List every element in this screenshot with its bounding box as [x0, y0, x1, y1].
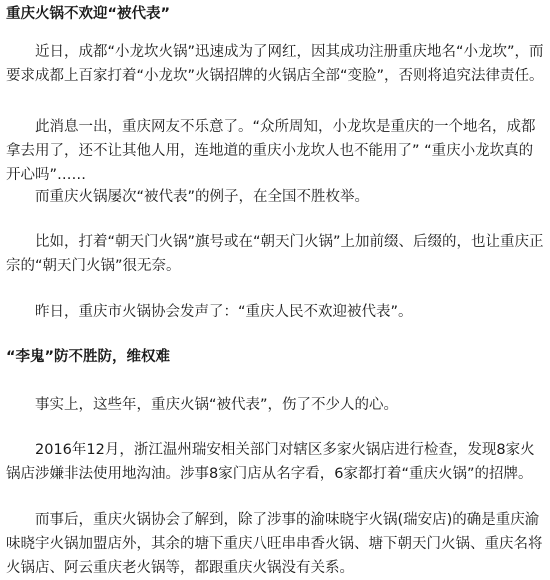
paragraph-2: 此消息一出，重庆网友不乐意了。“众所周知，小龙坎是重庆的一个地名，成都拿去用了，还不让其他人用，连地道的重庆小龙坎人也不能用了” “重庆小龙坎真的开心吗”……: [6, 119, 536, 183]
section-heading-2: “李鬼”防不胜防，维权难: [6, 349, 171, 365]
paragraph-4: 比如，打着“朝天门火锅”旗号或在“朝天门火锅”上加前缀、后缀的，也让重庆正宗的“朝天门火锅”很无奈。: [6, 234, 544, 274]
paragraph-1: 近日，成都“小龙坎火锅”迅速成为了网红，因其成功注册重庆地名“小龙坎”，而要求成都上百家打着“小龙坎”火锅招牌的火锅店全部“变脸”，否则将追究法律责任。: [6, 44, 544, 84]
paragraph-8: 而事后，重庆火锅协会了解到，除了涉事的渝味晓宇火锅(瑞安店)的确是重庆渝味晓宇火锅加盟店外，其余的塘下重庆八旺串串香火锅、塘下朝天门火锅、重庆名将火锅店、阿云重庆老火锅等，都跟重庆火锅没有关系。: [6, 512, 543, 576]
paragraph-6: 事实上，这些年，重庆火锅“被代表”，伤了不少人的心。: [35, 397, 399, 413]
paragraph-7: 2016年12月，浙江温州瑞安相关部门对辖区多家火锅店进行检查，发现8家火锅店涉嫌非法使用地沟油。涉事8家门店从名字看，6家都打着“重庆火锅”的招牌。: [6, 442, 535, 482]
section-heading-1: 重庆火锅不欢迎“被代表”: [6, 6, 171, 22]
paragraph-5: 昨日，重庆市火锅协会发声了：“重庆人民不欢迎被代表”。: [35, 304, 413, 320]
paragraph-3: 而重庆火锅屡次“被代表”的例子，在全国不胜枚举。: [35, 189, 370, 205]
